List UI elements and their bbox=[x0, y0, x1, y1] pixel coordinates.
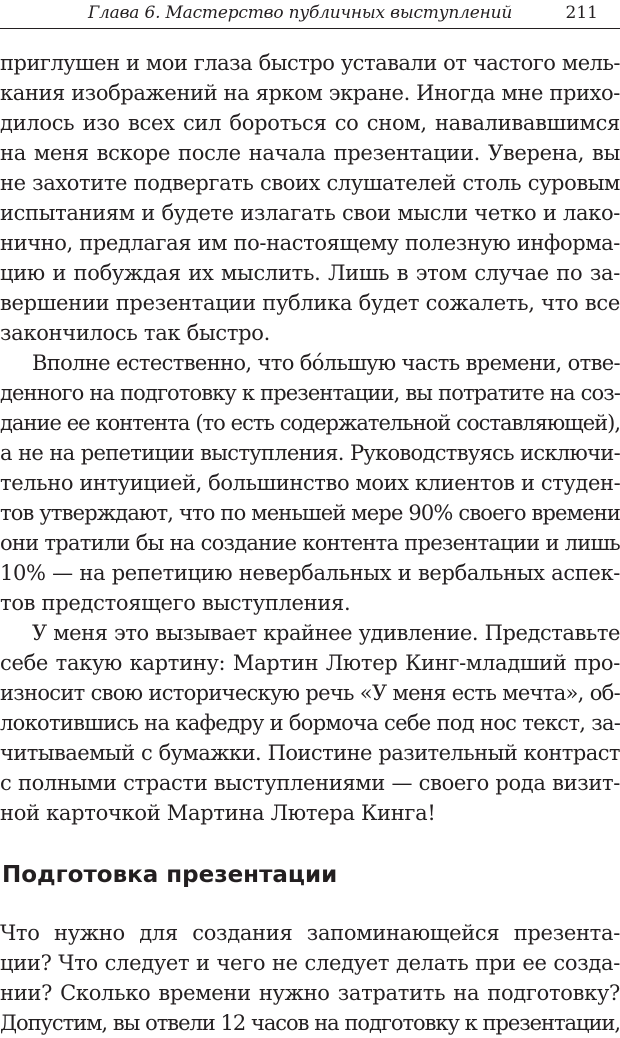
text-line: читываемый с бумажки. Поистине разительный контраст bbox=[0, 741, 620, 765]
paragraph-4 bbox=[0, 918, 620, 1038]
text-line: ной карточкой Мартина Лютера Кинга! bbox=[0, 801, 436, 825]
text-line: ции? Что следует и чего не следует делать при ее созда- bbox=[0, 951, 620, 975]
text-line: приглушен и мои глаза быстро уставали от частого мель- bbox=[0, 51, 620, 75]
paragraph-2 bbox=[0, 348, 620, 618]
text-line: а не на репетиции выступления. Руководствуясь исключи- bbox=[0, 441, 620, 465]
text-line: тов утверждают, что по меньшей мере 90% своего времени bbox=[0, 501, 620, 525]
text-line: денного на подготовку к презентации, вы потратите на соз- bbox=[0, 381, 620, 405]
text-line: 10% — на репетицию невербальных и вербальных аспек- bbox=[0, 561, 620, 585]
text-line: вершении презентации публика будет сожалеть, что все bbox=[0, 291, 620, 315]
text-line: закончилось так быстро. bbox=[0, 321, 271, 345]
text-line: тельно интуицией, большинство моих клиентов и студен- bbox=[0, 471, 620, 495]
paragraph-1 bbox=[0, 48, 620, 348]
text-line: нии? Сколько времени нужно затратить на подготовку? bbox=[0, 981, 620, 1005]
text-line: Что нужно для создания запоминающейся презента- bbox=[0, 921, 620, 945]
text-line: локотившись на кафедру и бормоча себе под нос текст, за- bbox=[0, 711, 620, 735]
text-line: дилось изо всех сил бороться со сном, наваливавшимся bbox=[0, 111, 620, 135]
text-line: цию и побуждая их мыслить. Лишь в этом случае по за- bbox=[0, 261, 620, 285]
text-line: с полными страсти выступлениями — своего рода визит- bbox=[0, 771, 620, 795]
text-line: дание ее контента (то есть содержательной составляющей), bbox=[0, 411, 620, 435]
text-line: тов предстоящего выступления. bbox=[0, 591, 351, 615]
text-line: они тратили бы на создание контента презентации и лишь bbox=[0, 531, 620, 555]
text-line: на меня вскоре после начала презентации. Уверена, вы bbox=[0, 141, 620, 165]
paragraph-3 bbox=[0, 618, 620, 828]
text-line: Допустим, вы отвели 12 часов на подготовку к презентации, bbox=[0, 1011, 620, 1035]
section-heading: Подготовка презентации bbox=[2, 862, 338, 888]
text-line: Вполне естественно, что бóльшую часть времени, отве- bbox=[32, 351, 620, 375]
text-line: У меня это вызывает крайнее удивление. Представьте bbox=[32, 621, 620, 645]
text-line: себе такую картину: Мартин Лютер Кинг-младший про- bbox=[0, 651, 620, 675]
running-head-title: Глава 6. Мастерство публичных выступлений bbox=[88, 3, 513, 23]
text-line: испытаниям и будете излагать свои мысли четко и лако- bbox=[0, 201, 620, 225]
text-line: износит свою историческую речь «У меня есть мечта», об- bbox=[0, 681, 620, 705]
page-number: 211 bbox=[565, 3, 598, 23]
text-line: не захотите подвергать своих слушателей столь суровым bbox=[0, 171, 620, 195]
running-head bbox=[0, 0, 620, 32]
text-line: кания изображений на ярком экране. Иногда мне прихо- bbox=[0, 81, 620, 105]
header-rule bbox=[0, 28, 620, 29]
text-line: нично, предлагая им по-настоящему полезную информа- bbox=[0, 231, 620, 255]
